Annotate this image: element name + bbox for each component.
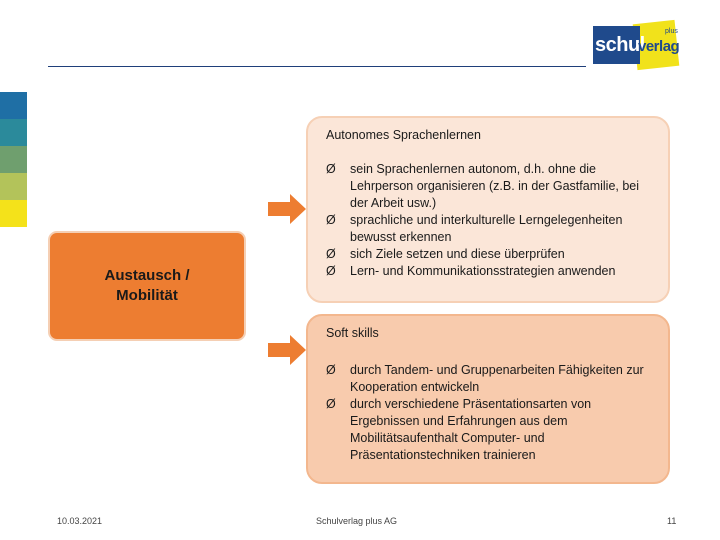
arrow-bullet-icon: Ø [326, 213, 336, 227]
main-topic-line2: Mobilität [116, 287, 178, 304]
footer-page-number: 11 [667, 516, 677, 526]
logo-word-schul: schul [595, 34, 645, 56]
card-bullet-list [326, 362, 650, 464]
header-divider [48, 66, 586, 67]
logo-word-verlag: verlag [638, 38, 680, 55]
logo-blue-block [593, 26, 645, 64]
card-soft-skills [306, 314, 670, 484]
list-item: Ø sprachliche und interkulturelle Lerngelegenheiten bewusst erkennen [326, 213, 623, 244]
footer-date: 10.03.2021 [57, 516, 103, 526]
schulverlag-logo [593, 22, 683, 70]
sidebar-stripe [0, 119, 27, 146]
arrow-bullet-icon: Ø [326, 247, 336, 261]
logo-word-plus: plus [665, 28, 678, 35]
sidebar-stripe [0, 92, 27, 119]
main-topic-line1: Austausch / [104, 267, 190, 284]
footer-company: Schulverlag plus AG [316, 516, 398, 526]
arrow-bullet-icon: Ø [326, 264, 336, 278]
list-item: Ø sein Sprachenlernen autonom, d.h. ohne die Lehrperson organisieren (z.B. in der Gastfamilie, bei der Arbeit usw.) [326, 162, 640, 210]
sidebar-stripe [0, 173, 27, 200]
card-title: Autonomes Sprachenlernen [326, 128, 481, 142]
list-item: Ø Lern- und Kommunikationsstrategien anwenden [326, 264, 616, 278]
card-title: Soft skills [326, 326, 379, 340]
main-topic-box [48, 231, 246, 341]
arrow-bullet-icon: Ø [326, 162, 336, 176]
arrow-right-icon [268, 335, 306, 365]
sidebar-stripe [0, 146, 27, 173]
sidebar-stripe [0, 200, 27, 227]
list-item: Ø durch verschiedene Präsentationsarten von Ergebnissen und Erfahrungen aus dem Mobilitätsaufenthalt Computer- und Präsentationstechniken trainieren [326, 397, 592, 462]
color-sidebar [0, 92, 27, 227]
list-item: Ø sich Ziele setzen und diese überprüfen [326, 247, 565, 261]
arrow-right-icon [268, 194, 306, 224]
arrow-bullet-icon: Ø [326, 363, 336, 377]
card-autonomous-learning [306, 116, 670, 303]
arrow-bullet-icon: Ø [326, 397, 336, 411]
card-bullet-list [326, 161, 650, 280]
list-item: Ø durch Tandem- und Gruppenarbeiten Fähigkeiten zur Kooperation entwickeln [326, 363, 644, 394]
